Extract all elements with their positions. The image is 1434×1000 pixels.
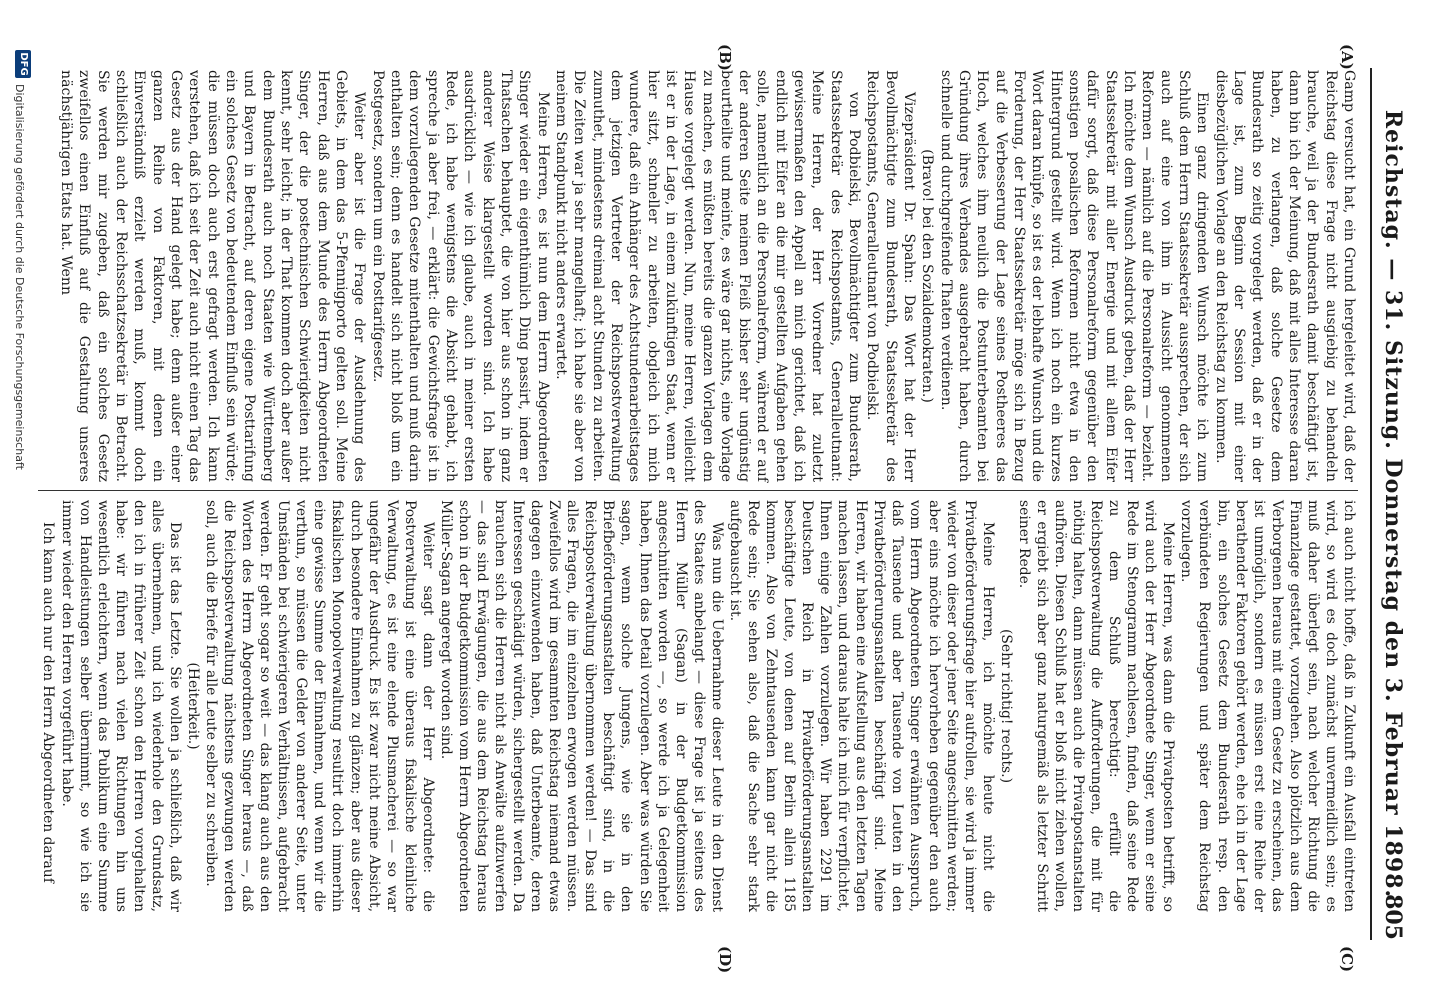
- interjection: (Bravo! bei den Sozialdemokraten.): [919, 149, 936, 403]
- margin-marker-c: (C): [1338, 946, 1356, 973]
- margin-marker-d: (D): [716, 946, 734, 974]
- paragraph: Ich kann auch nur den Herrn Abgeordneten darauf: [40, 522, 57, 883]
- left-column: [57, 70, 1358, 482]
- digitization-credit: Digitalisierung gefördert durch die Deutsche Forschungsgemeinschaft: [13, 84, 26, 470]
- margin-marker-a: (A): [1338, 44, 1356, 70]
- margin-marker-b: (B): [716, 44, 734, 71]
- page-title: Reichstag. — 31. Sitzung. Donnerstag den 3. Februar 1898.: [1380, 109, 1406, 899]
- paragraph: Meine Herren, was dann die Privatposten betrifft, so wird auch der Herr Abgeordnete Singer, wenn er seine Rede im Stenogramm nachlesen, finden, daß seine Rede zu dem Schluß berechtigt: erfüllt die Reichspostverwaltung die Aufforderungen, die mit für nöthig halten, dann müssen auch die Privatpostanstalten aufhören. Diesen Schluß hat er bloß nicht ziehen wollen, er ergiebt sich aber ganz naturgemäß als letzter Schritt seiner Rede.: [1015, 500, 1177, 912]
- speaker-paragraph: Vizepräsident Dr. Spahn: Das Wort hat der Herr Bevollmächtigte zum Bundesrath, Staatssekretär des Reichspostamts, Generalleutnant von Podbielski.: [864, 70, 918, 482]
- page-header: [1370, 68, 1412, 940]
- dfg-logo: DFG: [15, 50, 31, 78]
- speaker-paragraph: von Podbielski, Bevollmächtigter zum Bundesrath, Staatssekretär des Reichspostamts, Generalleutnant: Meine Herren, der Herr Vorredner hat zuletzt gewissermaßen den Appell an mich gerichtet, daß ich endlich mit Eifer an die mir gestellten Aufgaben gehen solle, namentlich an die Personalreform, während er auf der anderen Seite meinen Fleiß bisher sehr ungünstig beurtheilte und meinte, es wäre gar nichts, eine Vorlage zu machen, es müßten bereits die ganzen Vorlagen dem Hause vorgelegt werden. Nun, meine Herren, vielleicht ist er in der Lage, in einem zukünftigen Staat, wenn er hier sitzt, schneller zu arbeiten, obgleich ich mich wundere, daß ein Anhänger des Achtstundenarbeitstages dem jetzigen Vertreter der Reichspostverwaltung zumuthet, mindestens dreimal acht Stunden zu arbeiten. Die Zeiten war ja sehr mangelhaft; ich habe sie aber von meinem Standpunkt nicht anders erwartet.: [552, 70, 863, 482]
- paragraph: Meine Herren, ich möchte heute nicht die Privatbeförderungsfrage hier aufrollen, sie wird ja immer wieder von dieser oder jener Seite angeschnitten werden; aber eins möchte ich hervorheben gegenüber den auch vom Herrn Abgeordneten Singer erwähnten Ausspruch, daß Tausende und aber Tausende von Leuten in den Privatbeförderungsanstalten beschäftigt sind. Meine Herren, wir haben eine Aufstellung aus den letzten Tagen machen lassen, und daraus halte ich mich für verpflichtet, Ihnen einige Zahlen vorzulegen. Wir haben 2291 im Deutschen Reich in Privatbeförderungsanstalten beschäftigte Leute, von denen auf Berlin allein 1185 kommen. Also von Zehntausenden kann gar nicht die Rede sein; Sie sehen also, daß die Sache sehr stark aufgebauscht ist.: [726, 500, 996, 912]
- column-divider: [38, 490, 1358, 491]
- paragraph: Gamp versucht hat, ein Grund hergeleitet wird, daß der Reichstag diese Frage nicht ausgiebig zu behandeln brauche, weil ja der Bundesrath damit beschäftigt ist, dann bin ich der Meinung, daß mit alles Interesse daran haben, zu verlangen, daß solche Gesetze dem Bundesrath so zeitig vorgelegt werden, daß er in der Lage ist, zum Beginn der Session mit einer diesbezüglichen Vorlage an den Reichstag zu kommen.: [1212, 70, 1357, 482]
- paragraph: Weiter aber ist die Frage der Ausdehnung des Gebiets, in dem das 5-Pfennigporto gelten soll. Meine Herren, daß aus dem Munde des Herrn Abgeordneten Singer, der die postechnischen Schwierigkeiten nicht kennt, sehr leicht; in der That kommen doch aber außer dem Bundesrath auch noch Staaten wie Württemberg und Bayern in Betracht, auf deren eigene Posttarifung ein solches Gesetz von bedeutendem Einfluß sein würde; die müssen doch auch erst gefragt werden. Ich kann verstehen, daß ich seit der Zeit auch nicht einen Tag das Gesetz aus der Hand gelegt habe; denn außer einer ganzen Reihe von Faktoren, mit denen ein Einverständniß erzielt werden muß, kommt doch schließlich auch der Reichsschatzsekretär in Betracht. Sie werden mir zugeben, daß ein solches Gesetz zweifellos einen Einfluß auf die Gestaltung unseres nächstjährigen Etats hat. Wenn: [58, 70, 368, 482]
- interjection: (Sehr richtig! rechts.): [997, 628, 1014, 783]
- paragraph: Das ist das Letzte. Sie wollen ja schließlich, daß wir alles übernehmen, und ich wiederhole den Grundsatz, den ich in früherer Zeit schon den Herren vorgehalten habe: wir führen nach vielen Richtungen hin uns wesentlich erleichtern, wenn das Publikum eine Summe von Handleistungen selber übernimmt, so wie ich sie immer wieder den Herren vorgeführt habe.: [58, 500, 183, 912]
- right-column: [39, 500, 1358, 912]
- paragraph: Meine Herren, es ist nun dem Herrn Abgeordneten Singer wieder ein eigenthümlich Ding passirt, indem er Thatsachen behauptet, die von hier aus schon in ganz anderer Weise klargestellt worden sind. Ich habe ausdrücklich — wie ich glaube, auch in meiner ersten Rede, ich habe wenigstens die Absicht gehabt, ich spreche ja aber frei, — erklärt: die Gewichtsfrage ist in dem vorzulegenden Gesetze mitenthalten und muß darin enthalten sein; denn es handelt sich nicht bloß um ein Postgesetz, sondern um ein Posttarifgesetz.: [369, 70, 551, 482]
- paragraph: ich auch nicht hoffe, daß in Zukunft ein Ausfall eintreten wird, so wird es doch zunächst unvermeidlich sein; es muß daher überlegt sein, nach welcher Richtung die Finanzlage gestattet, vorzugehen. Also plötzlich aus dem Verborgenen heraus mit einem Gesetz zu erscheinen, das ist unmöglich, sondern es müssen erst eine Reihe der berathender Faktoren gehört werden, ehe ich in der Lage bin, ein solches Gesetz dem Bundesrath resp. den verbündeten Regierungen und später dem Reichstag vorzulegen.: [1178, 500, 1357, 912]
- paragraph: Was nun die Uebernahme dieser Leute in den Dienst des Staates anbelangt — diese Frage ist ja seitens des Herrn Müller (Sagan) in der Budgetkommission angeschnitten worden —, so werde ich ja Gelegenheit haben, Ihnen das Detail vorzulegen. Aber was würden Sie sagen, wenn solche Jungens, wie sie in den Briefbeförderungsanstalten beschäftigt sind, in die Reichspostverwaltung übernommen werden! — Das sind alles Fragen, die im einzelnen erwogen werden müssen. Zweifellos wird im gesammten Reichstag niemand etwas dagegen einzuwenden haben, daß Unterbeamte, deren Interessen geschädigt würden, sichergestellt werden. Da brauchen sich die Herren nicht als Anwälte aufzuwerfen — das sind Erwägungen, die aus dem Reichstag heraus schon in der Budgetkommission vom Herrn Abgeordneten Müller-Sagan angeregt worden sind.: [437, 500, 725, 912]
- page-number: 805: [1380, 894, 1406, 940]
- page-footer: [9, 50, 29, 950]
- paragraph: Einen ganz dringenden Wunsch möchte ich zum Schluß dem Herrn Staatssekretär aussprechen, der sich auch auf eine von ihm in Aussicht genommenen Reformen — nämlich auf die Personalreform — bezieht. Ich möchte dem Wunsch Ausdruck geben, daß der Herr Staatssekretär mit aller Energie und mit allem Eifer dafür sorgt, daß diese Personalreform gegenüber den sonstigen posalischen Reformen nicht etwa in den Hintergrund gestellt wird. Wenn ich noch ein kurzes Wort daran knüpfe, so ist es der lebhafte Wunsch und die Forderung, der Herr Staatssekretär möge sich in Bezug auf die Verbesserung der Lage seines Postheeres das Hoch, welches ihm neulich die Postunterbeamten bei Gründung ihres Verbandes ausgebracht haben, durch schnelle und durchgreifende Thaten verdienen.: [937, 70, 1211, 482]
- interjection: (Heiterkeit.): [185, 662, 201, 750]
- paragraph: Weiter sagt dann der Herr Abgeordnete: die Postverwaltung ist eine überaus fiskalische kleinliche Verwaltung, es ist eine elende Plusmacherei — so war ungefähr der Ausdruck. Es ist zwar nicht meine Absicht, durch besondere Einnahmen zu glänzen; aber aus dieser fiskalischen Monopolverwaltung resultirt doch immerhin eine gewisse Summe der Einnahmen, und wenn wir die verthun, so müssen die Gelder von anderer Seite, unter Umständen bei schwierigeren Verhältnissen, aufgebracht werden. Er geht sogar so weit — das klang auch aus den Worten des Herrn Abgeordneten Singer heraus —, daß die Reichspostverwaltung nächstens gezwungen werden soll, auch die Briefe für alle Leute selber zu schreiben.: [203, 500, 436, 912]
